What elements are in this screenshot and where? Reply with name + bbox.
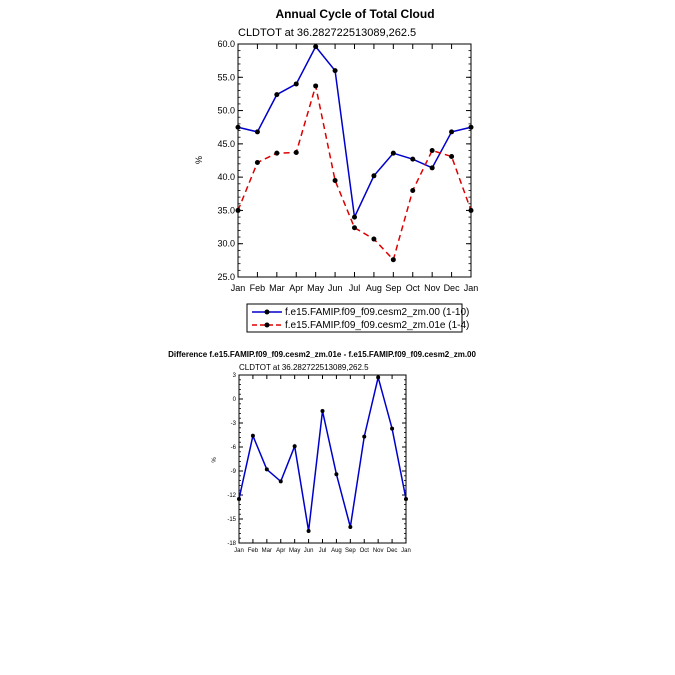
- bottom-series-1-point: [390, 427, 394, 431]
- top-series-2-point: [410, 188, 415, 193]
- chart-title: Annual Cycle of Total Cloud: [275, 7, 435, 21]
- legend-label-series-1: f.e15.FAMIP.f09_f09.cesm2_zm.00 (1-10): [285, 307, 470, 318]
- top-y-tick-label: 25.0: [217, 272, 235, 282]
- top-x-tick-label: Jun: [327, 283, 343, 293]
- top-x-tick-label: May: [307, 283, 325, 293]
- bottom-series-1-point: [334, 472, 338, 476]
- bottom-x-tick-label: Nov: [372, 548, 384, 554]
- top-series-1-point: [469, 125, 474, 130]
- bottom-series-1-point: [362, 435, 366, 439]
- bottom-x-tick-label: Oct: [359, 548, 369, 554]
- top-y-tick-label: 45.0: [217, 138, 235, 149]
- bottom-y-tick-label: -9: [230, 469, 236, 475]
- bottom-x-tick-label: Feb: [247, 548, 259, 554]
- legend-label-series-2: f.e15.FAMIP.f09_f09.cesm2_zm.01e (1-4): [285, 320, 470, 331]
- top-series-2-point: [430, 148, 435, 153]
- top-series-1-point: [294, 81, 299, 86]
- top-series-2-line: [238, 86, 471, 260]
- top-series-2-point: [391, 257, 396, 262]
- top-y-tick-label: 35.0: [217, 205, 235, 216]
- bottom-series-1-line: [239, 377, 406, 531]
- top-series-1-point: [391, 151, 396, 156]
- chart-subtitle: CLDTOT at 36.282722513089,262.5: [238, 27, 417, 39]
- top-series-2-point: [449, 154, 454, 159]
- y-axis-label-2: %: [212, 457, 218, 463]
- bottom-x-tick-label: Jul: [318, 548, 327, 554]
- top-series-1-point: [410, 157, 415, 162]
- top-x-tick-label: Jul: [348, 283, 361, 293]
- bottom-y-tick-label: -6: [230, 445, 236, 451]
- top-series-2-point: [352, 225, 357, 230]
- top-series-1-point: [274, 92, 279, 97]
- bottom-series-1-point: [404, 497, 408, 501]
- bottom-x-tick-label: May: [288, 548, 301, 554]
- top-series-1-point: [352, 215, 357, 220]
- top-series-2-point: [255, 160, 260, 165]
- top-series-1-point: [255, 129, 260, 134]
- top-y-tick-label: 30.0: [217, 238, 235, 249]
- top-series-2-point: [333, 178, 338, 183]
- top-x-tick-label: Apr: [289, 283, 304, 293]
- bottom-y-tick-label: -3: [230, 421, 236, 427]
- bottom-y-tick-label: -15: [227, 517, 236, 523]
- bottom-series-1-point: [279, 479, 283, 483]
- top-series-1-point: [449, 129, 454, 134]
- top-series-2-point: [294, 150, 299, 155]
- plot-frame-2: [239, 375, 406, 543]
- top-x-tick-label: Feb: [249, 283, 266, 293]
- bottom-x-tick-label: Dec: [386, 548, 398, 554]
- y-axis-label: %: [194, 155, 204, 165]
- top-y-tick-label: 50.0: [217, 105, 235, 116]
- top-y-tick-label: 40.0: [217, 172, 235, 183]
- bottom-series-1-point: [265, 467, 269, 471]
- top-series-1-point: [236, 125, 241, 130]
- top-series-2-point: [313, 83, 318, 88]
- top-x-tick-label: Oct: [405, 283, 420, 293]
- bottom-y-tick-label: 0: [232, 397, 236, 403]
- top-series-1-point: [430, 165, 435, 170]
- bottom-series-1-point: [348, 525, 352, 529]
- bottom-y-tick-label: -18: [227, 541, 236, 547]
- bottom-x-tick-label: Mar: [261, 548, 273, 554]
- chart-2-title: Difference f.e15.FAMIP.f09_f09.cesm2_zm.01e - f.e15.FAMIP.f09_f09.cesm2_zm.00: [168, 350, 476, 359]
- bottom-series-1-point: [237, 497, 241, 501]
- bottom-x-tick-label: Jan: [234, 548, 244, 554]
- top-x-tick-label: Sep: [385, 283, 402, 293]
- bottom-series-1-point: [251, 434, 255, 438]
- top-plot: [217, 39, 478, 293]
- top-x-tick-label: Dec: [443, 283, 460, 293]
- bottom-x-tick-label: Sep: [344, 548, 356, 554]
- bottom-y-tick-label: 3: [232, 373, 236, 379]
- legend: [247, 304, 469, 332]
- bottom-series-1-point: [307, 529, 311, 533]
- top-y-tick-label: 60.0: [217, 39, 235, 49]
- top-series-2-point: [371, 237, 376, 242]
- top-series-1-line: [238, 47, 471, 217]
- bottom-x-tick-label: Jun: [303, 548, 314, 554]
- bottom-series-1-point: [321, 409, 325, 413]
- bottom-plot: [227, 373, 411, 554]
- bottom-x-tick-label: Apr: [276, 548, 286, 554]
- top-x-tick-label: Aug: [365, 283, 382, 293]
- top-x-tick-label: Mar: [269, 283, 285, 293]
- top-series-2-point: [236, 208, 241, 213]
- chart-2-subtitle: CLDTOT at 36.282722513089,262.5: [239, 363, 369, 372]
- bottom-series-1-point: [376, 375, 380, 379]
- bottom-x-tick-label: Aug: [331, 548, 342, 554]
- top-y-tick-label: 55.0: [217, 72, 235, 83]
- top-x-tick-label: Nov: [424, 283, 441, 293]
- top-x-tick-label: Jan: [463, 283, 479, 293]
- top-series-2-point: [274, 151, 279, 156]
- top-x-tick-label: Jan: [230, 283, 246, 293]
- top-series-1-point: [333, 68, 338, 73]
- top-series-2-point: [469, 208, 474, 213]
- legend-marker-red: [265, 323, 270, 328]
- bottom-y-tick-label: -12: [227, 493, 236, 499]
- top-series-1-point: [371, 173, 376, 178]
- legend-marker-blue: [265, 310, 270, 315]
- bottom-x-tick-label: Jan: [401, 548, 411, 554]
- top-series-1-point: [313, 44, 318, 49]
- bottom-series-1-point: [293, 444, 297, 448]
